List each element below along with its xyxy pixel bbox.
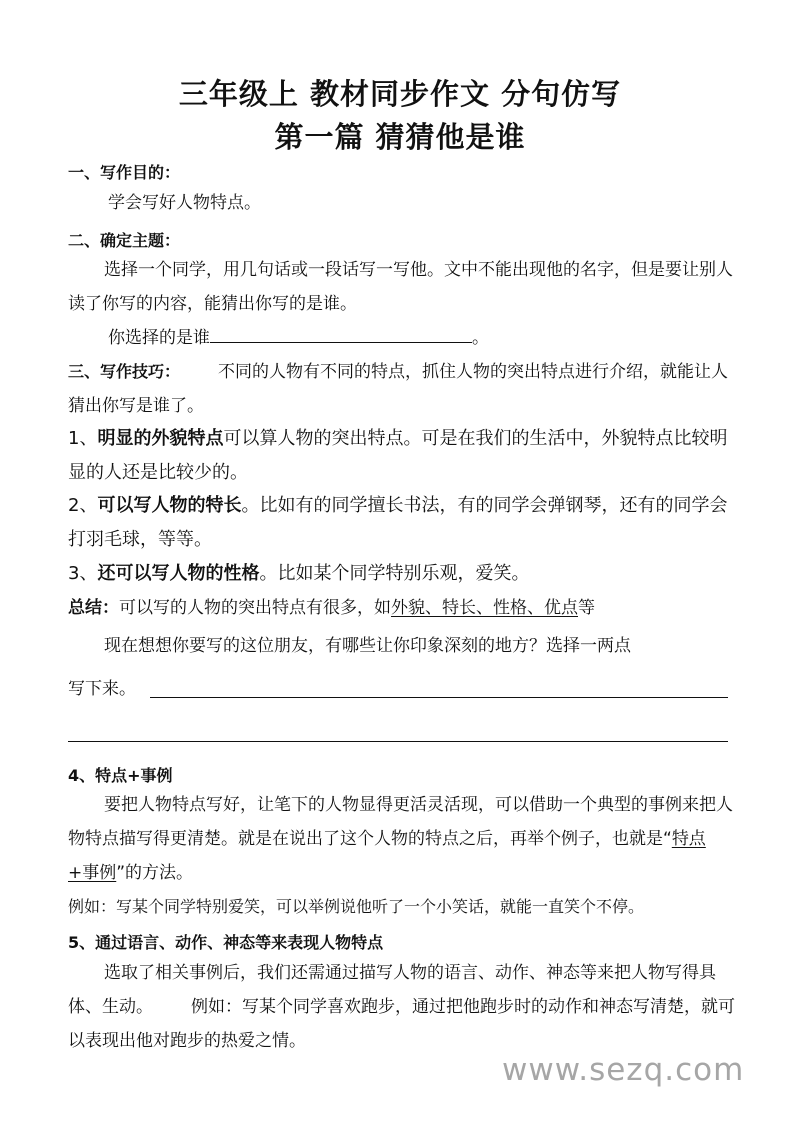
- section-4-heading: 4、特点+事例: [68, 766, 173, 785]
- section-4-example: 例如：写某个同学特别爱笑，可以举例说他听了一个小笑话，就能一直笑个不停。: [68, 897, 645, 916]
- point-2-text: 。比如有的同学擅长书法，有的同学会弹钢琴，还有的同学会打羽毛球，等等。: [68, 495, 728, 550]
- point-1: [68, 422, 736, 490]
- section-4-text-a: 要把人物特点写好，让笔下的人物显得更活灵活现，可以借助一个典型的事例来把人物特点描写得更清楚。就是在说出了这个人物的特点之后，再举个例子，也就是“: [68, 795, 733, 849]
- answer-line-2[interactable]: [68, 741, 728, 742]
- section-1-heading: 一、写作目的：: [68, 163, 181, 182]
- section-3-text: 不同的人物有不同的特点，抓住人物的突出特点进行介绍，就能让人猜出你写是谁了。: [68, 362, 729, 416]
- point-1-bold: 明显的外貌特点: [97, 428, 224, 449]
- prompt-blank[interactable]: [210, 326, 472, 343]
- summary-underlined: 外貌、特长、性格、优点: [391, 598, 578, 618]
- point-2: [68, 489, 736, 557]
- section-1-text: 学会写好人物特点。: [108, 193, 261, 213]
- point-1-text: 可以算人物的突出特点。可是在我们的生活中，外貌特点比较明显的人还是比较少的。: [68, 428, 728, 483]
- point-2-num: 2、: [68, 495, 98, 516]
- point-2-bold: 可以写人物的特长: [97, 495, 242, 516]
- point-3-bold: 还可以写人物的性格: [97, 563, 260, 584]
- section-2-heading: 二、确定主题：: [68, 231, 181, 250]
- question-line-2: 写下来。: [68, 679, 136, 699]
- section-5-heading: 5、通过语言、动作、神态等来表现人物特点: [68, 933, 384, 952]
- section-4-text: [68, 788, 736, 890]
- section-4-text-b: ”的方法。: [116, 863, 194, 883]
- question-text: 现在想想你要写的这位朋友，有哪些让你印象深刻的地方？选择一两点: [104, 636, 631, 656]
- prompt-label: 你选择的是谁: [108, 328, 210, 348]
- section-3-paragraph: [68, 355, 736, 423]
- section-2-text: 选择一个同学，用几句话或一段话写一写他。文中不能出现他的名字，但是要让别人读了你写的内容，能猜出你写的是谁。: [68, 260, 733, 314]
- section-4-underlined: 特点+事例: [68, 829, 706, 883]
- title-line-1: 三年级上 教材同步作文 分句仿写: [178, 77, 622, 111]
- prompt-end: 。: [472, 328, 489, 348]
- summary-end: 等: [578, 598, 595, 618]
- title-line-2: 第一篇 猜猜他是谁: [274, 120, 526, 154]
- summary-label: 总结：: [68, 598, 119, 618]
- section-2-prompt: [108, 321, 776, 355]
- section-5-text: [68, 956, 736, 1058]
- summary-text: 可以写的人物的突出特点有很多，如: [119, 598, 391, 618]
- point-3-num: 3、: [68, 563, 98, 584]
- section-5-text-b: 例如：写某个同学喜欢跑步，通过把他跑步时的动作和神态写清楚，就可以表现出他对跑步的热爱之情。: [68, 997, 735, 1051]
- point-3-text: 。比如某个同学特别乐观，爱笑。: [259, 563, 530, 584]
- section-5-text-a: 选取了相关事例后，我们还需通过描写人物的语言、动作、神态等来把人物写得具体、生动。: [68, 963, 716, 1017]
- section-3-heading: 三、写作技巧：: [68, 362, 181, 381]
- watermark: www.sezq.com: [502, 1052, 745, 1088]
- answer-line-1[interactable]: [150, 697, 728, 698]
- point-3: [68, 557, 736, 591]
- summary: [68, 591, 736, 625]
- point-1-num: 1、: [68, 428, 98, 449]
